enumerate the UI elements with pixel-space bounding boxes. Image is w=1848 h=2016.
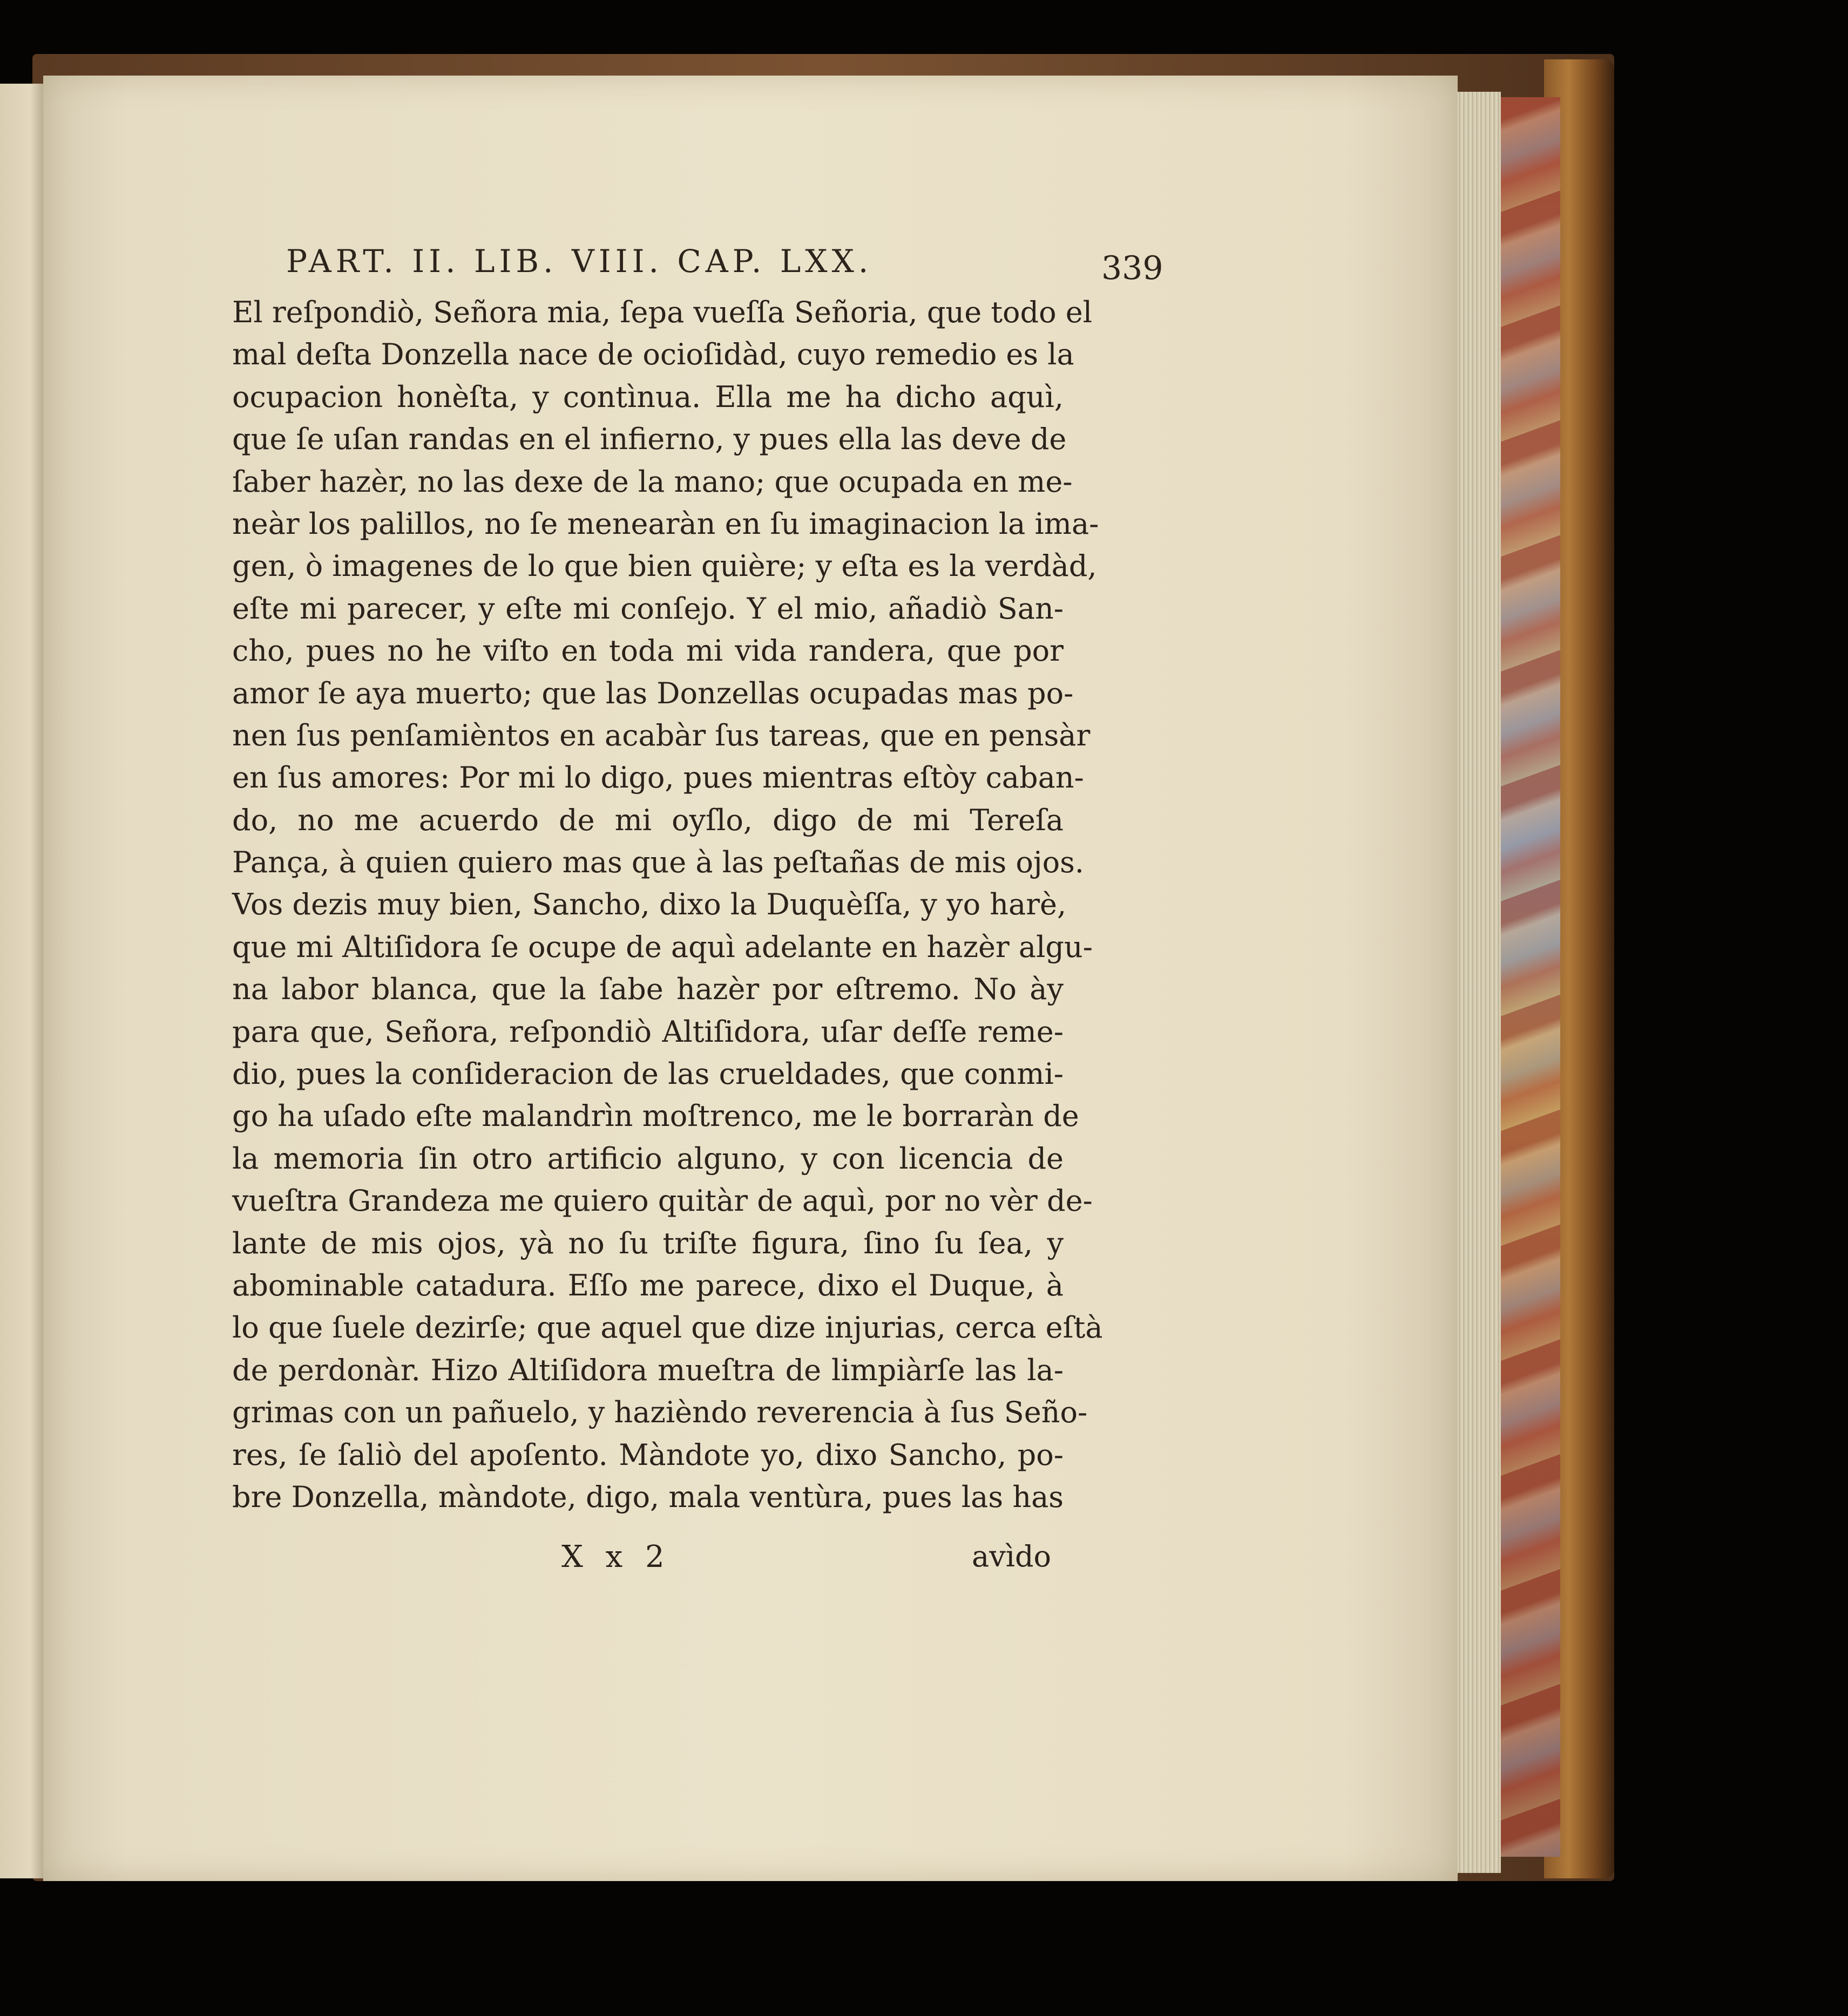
marbled-fore-edge: [1501, 97, 1560, 1857]
signature-mark: X x 2: [561, 1539, 671, 1574]
text-line: Pança, à quien quiero mas que à las peſtañas de mis ojos.: [232, 845, 1084, 880]
text-line: cho, pues no he viſto en toda mi vida randera, que por: [232, 634, 1064, 668]
text-line: neàr los palillos, no ſe menearàn en ſu imaginacion la ima-: [232, 506, 1099, 541]
text-line: ocupacion honèſta, y contìnua. Ella me ha dicho aquì,: [232, 379, 1064, 414]
facing-page-edge: [0, 84, 43, 1878]
page-number: 339: [1101, 249, 1163, 287]
text-line: abominable catadura. Eſſo me parece, dixo el Duque, à: [232, 1268, 1064, 1302]
text-line: ſaber hazèr, no las dexe de la mano; que ocupada en me-: [232, 464, 1073, 499]
text-line: lo que ſuele dezirſe; que aquel que dize injurias, cerca eſtà: [232, 1311, 1103, 1345]
text-line: nen ſus penſamièntos en acabàr ſus tareas, que en pensàr: [232, 718, 1091, 752]
text-line: vueſtra Grandeza me quiero quitàr de aquì, por no vèr de-: [232, 1184, 1093, 1218]
text-line: Vos dezis muy bien, Sancho, dixo la Duquèſſa, y yo harè,: [232, 887, 1067, 922]
body-text: [232, 291, 1103, 1518]
text-line: bre Donzella, màndote, digo, mala ventùra, pues las has: [232, 1479, 1064, 1514]
text-line: grimas con un pañuelo, y hazièndo reverencia à ſus Seño-: [232, 1395, 1088, 1430]
text-line: mal deſta Donzella nace de ocioſidàd, cuyo remedio es la: [232, 337, 1074, 372]
running-head: PART. II. LIB. VIII. CAP. LXX.: [286, 243, 873, 280]
page-block-edges: [1452, 92, 1501, 1873]
text-line: lante de mis ojos, yà no ſu triſte figura, ſino ſu ſea, y: [232, 1226, 1064, 1260]
text-line: eſte mi parecer, y eſte mi conſejo. Y el mio, añadiò San-: [232, 591, 1064, 626]
text-line: en ſus amores: Por mi lo digo, pues mientras eſtòy caban-: [232, 761, 1084, 795]
text-line: gen, ò imagenes de lo que bien quière; y eſta es la verdàd,: [232, 549, 1097, 583]
text-line: na labor blanca, que la ſabe hazèr por eſtremo. No ày: [232, 972, 1064, 1007]
text-line: El reſpondiò, Señora mia, ſepa vueſſa Señoria, que todo el: [232, 295, 1092, 329]
text-line: amor ſe aya muerto; que las Donzellas ocupadas mas po-: [232, 676, 1074, 710]
text-line: la memoria ſin otro artificio alguno, y con licencia de: [232, 1141, 1064, 1176]
text-line: que ſe uſan randas en el infierno, y pues ella las deve de: [232, 422, 1067, 457]
catchword: avìdo: [972, 1539, 1052, 1573]
text-line: go ha uſado eſte malandrìn moſtrenco, me le borraràn de: [232, 1099, 1079, 1133]
text-line: que mi Altiſidora ſe ocupe de aquì adelante en hazèr algu-: [232, 929, 1093, 964]
text-line: do, no me acuerdo de mi oyſlo, digo de mi Tereſa: [232, 803, 1064, 837]
text-line: dio, pues la conſideracion de las crueldades, que conmi-: [232, 1057, 1064, 1091]
text-line: para que, Señora, reſpondiò Altiſidora, uſar deſſe reme-: [232, 1014, 1064, 1049]
text-line: res, ſe ſaliò del apoſento. Màndote yo, dixo Sancho, po-: [232, 1437, 1064, 1472]
text-line: de perdonàr. Hizo Altiſidora mueſtra de limpiàrſe las la-: [232, 1353, 1064, 1387]
